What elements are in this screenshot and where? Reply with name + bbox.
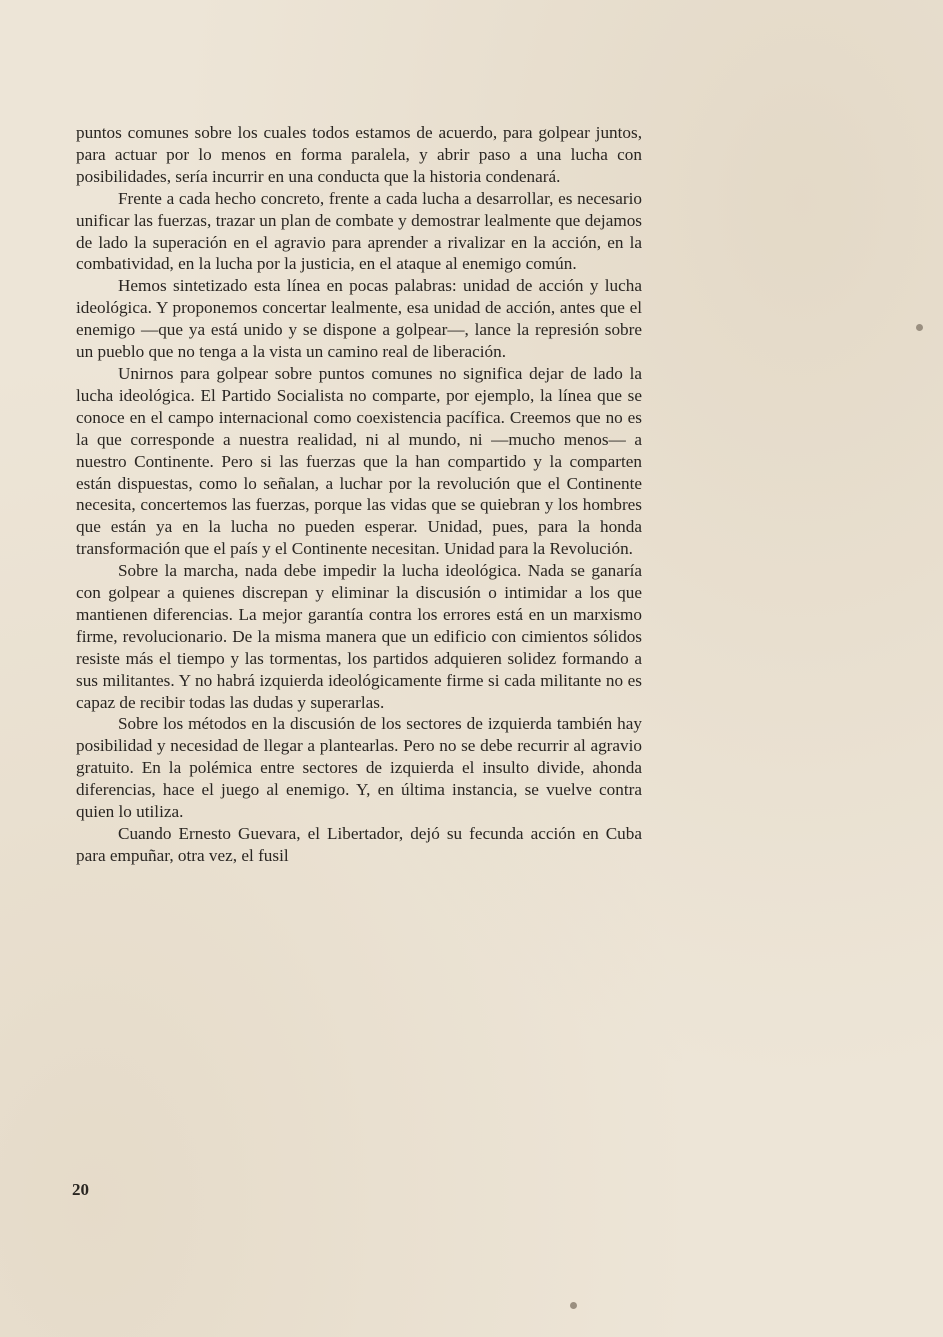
paragraph: Sobre los métodos en la discusión de los sectores de izquierda también hay posibilidad y necesidad de llegar a plantearlas. Pero no se debe recurrir al agravio gratuito. En la polémica entre sectores de izquierda el insulto divide, ahonda diferencias, hace el juego al enemigo. Y, en última instancia, se vuelve contra quien lo utiliza.	[76, 714, 642, 822]
paragraph: Hemos sintetizado esta línea en pocas palabras: unidad de acción y lucha ideológica. Y proponemos concertar lealmente, esa unidad de acción, antes que el enemigo —que ya está unido y se dispone a golpear—, lance la represión sobre un pueblo que no tenga a la vista un camino real de liberación.	[76, 276, 642, 362]
paragraph: Cuando Ernesto Guevara, el Libertador, dejó su fecunda acción en Cuba para empuñar, otra vez, el fusil	[76, 824, 642, 865]
paragraph: puntos comunes sobre los cuales todos estamos de acuerdo, para golpear juntos, para actuar por lo menos en forma paralela, y abrir paso a una lucha con posibilidades, sería incurrir en una conducta que la historia condenará.	[76, 123, 642, 186]
body-text	[76, 122, 642, 867]
paragraph: Unirnos para golpear sobre puntos comunes no significa dejar de lado la lucha ideológica. El Partido Socialista no comparte, por ejemplo, la línea que se conoce en el campo internacional como coexistencia pacífica. Creemos que no es la que corresponde a nuestra realidad, ni al mundo, ni —mucho menos— a nuestro Continente. Pero si las fuerzas que la han compartido y la comparten están dispuestas, como lo señalan, a luchar por la revolución que el Continente necesita, concertemos las fuerzas, porque las vidas que se quiebran y los hombres que están ya en la lucha no pueden esperar. Unidad, pues, para la honda transformación que el país y el Continente necesitan. Unidad para la Revolución.	[76, 363, 642, 559]
paragraph: Frente a cada hecho concreto, frente a cada lucha a desarrollar, es necesario unificar las fuerzas, trazar un plan de combate y demostrar lealmente que dejamos de lado la superación en el agravio para aprender a rivalizar en la acción, en la combatividad, en la lucha por la justicia, en el ataque al enemigo común.	[76, 188, 642, 274]
paragraph: Sobre la marcha, nada debe impedir la lucha ideológica. Nada se ganaría con golpear a quienes discrepan y eliminar la discusión o intimidar a los que mantienen diferencias. La mejor garantía contra los errores está en un marxismo firme, revolucionario. De la misma manera que un edificio con cimientos sólidos resiste más el tiempo y las tormentas, los partidos adquieren solidez formando a sus militantes. Y no habrá izquierda ideológicamente firme si cada militante no es capaz de recibir todas las dudas y superarlas.	[76, 561, 642, 712]
page-number: 20	[72, 1180, 89, 1199]
paper-speck	[570, 1302, 577, 1309]
paper-speck	[916, 324, 923, 331]
